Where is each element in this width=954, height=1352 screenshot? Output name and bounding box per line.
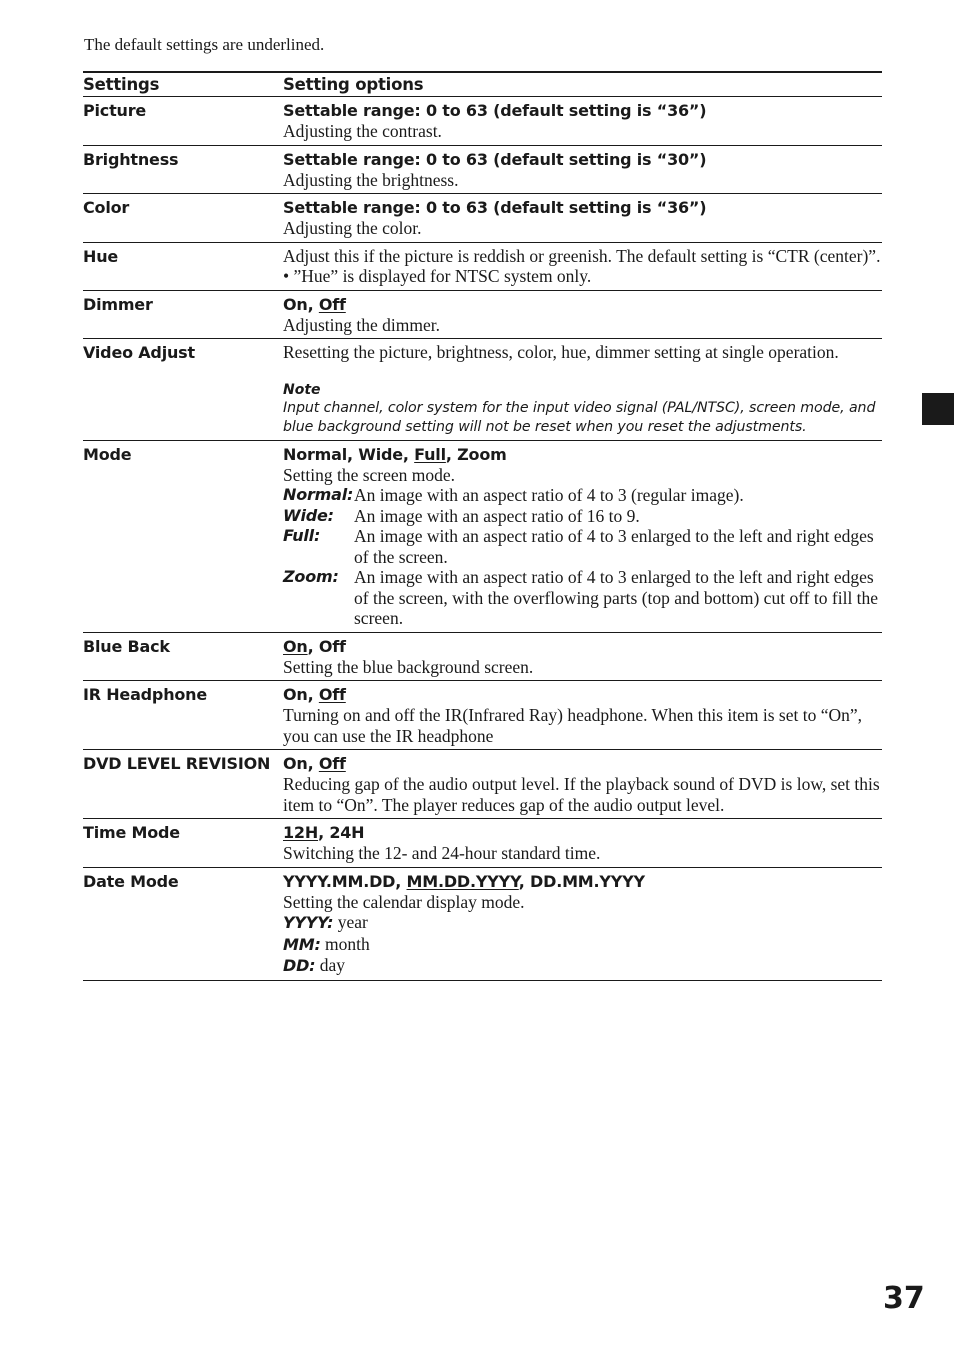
table-row-picture [83,97,882,146]
option-mmddyyyy-default: MM.DD.YYYY [406,871,519,891]
table-row-time-mode [83,819,882,868]
table-row-hue [83,243,882,291]
setting-name: Hue [83,246,119,266]
mode-definition: An image with an aspect ratio of 16 to 9. [354,505,640,526]
date-item: YYYY: year [283,912,368,932]
setting-desc: Adjusting the brightness. [283,169,459,190]
option-24h: 24H [329,823,365,842]
setting-range: Settable range: 0 to 63 (default setting is “30”) [283,149,707,169]
setting-name: Date Mode [83,871,179,891]
setting-name: Color [83,198,130,217]
option-off-default: Off [318,294,346,314]
setting-range: Settable range: 0 to 63 (default setting is “36”) [283,198,707,217]
setting-desc: Adjusting the dimmer. [283,314,441,335]
mode-definition: An image with an aspect ratio of 4 to 3 enlarged to the left and right edges of the screen, with the overflowing parts (top and bottom) cut off to fill the screen. [354,567,879,628]
mode-term: Normal: [283,485,354,504]
option-ddmmyyyy: DD.MM.YYYY [530,871,645,891]
option-yyyymmdd: YYYY.MM.DD [283,871,396,891]
table-row-dvd-level-revision [83,750,882,819]
table-row-mode [83,441,882,633]
setting-name: Blue Back [83,636,170,656]
table-row-video-adjust [83,339,882,441]
setting-name: Picture [83,101,147,120]
table-header [83,73,882,97]
option-off: Off [318,636,346,656]
date-item: DD: day [283,955,346,975]
table-row-color [83,194,882,243]
header-options: Setting options [283,75,424,94]
note-text: Input channel, color system for the input video signal (PAL/NTSC), screen mode, and blue background setting will not be reset when you reset the adjustments. [283,399,876,435]
table-row-brightness [83,146,882,195]
setting-name: Dimmer [83,294,153,314]
option-on-default: On [283,636,308,656]
setting-options: Normal, Wide, Full, Zoom [283,444,507,464]
setting-desc: Setting the blue background screen. [283,656,534,677]
intro-text: The default settings are underlined. [84,35,325,54]
setting-desc: Setting the screen mode. [283,464,456,485]
option-off-default: Off [318,754,346,773]
setting-name: IR Headphone [83,685,208,704]
setting-options: On, Off [283,754,346,773]
setting-name: Mode [83,444,132,464]
mode-definition: An image with an aspect ratio of 4 to 3 (regular image). [354,485,744,505]
option-full-default: Full [414,444,446,464]
setting-options: On, Off [283,685,346,704]
setting-desc: Adjusting the contrast. [283,121,442,141]
setting-desc: Resetting the picture, brightness, color, hue, dimmer setting at single operation. [283,342,839,362]
option-on: On [283,754,308,773]
header-settings: Settings [83,75,160,94]
date-item: MM: month [283,933,370,954]
setting-options: YYYY.MM.DD, MM.DD.YYYY, DD.MM.YYYY [283,871,645,891]
setting-desc: Switching the 12- and 24-hour standard time. [283,843,601,863]
table-row-ir-headphone [83,681,882,750]
setting-options: On, Off [283,294,346,314]
mode-term: Wide: [283,505,334,525]
mode-definition: An image with an aspect ratio of 4 to 3 enlarged to the left and right edges of the screen. [354,526,874,567]
setting-name: Time Mode [83,823,180,842]
table-row-blue-back [83,633,882,682]
settings-table [83,71,882,981]
section-tab-marker [922,393,954,425]
setting-desc: Adjusting the color. [283,218,422,238]
option-on: On [283,685,308,704]
setting-desc: Setting the calendar display mode. [283,891,525,912]
setting-options: On, Off [283,636,346,656]
table-row-dimmer [83,291,882,340]
setting-range: Settable range: 0 to 63 (default setting is “36”) [283,101,707,120]
setting-name: DVD LEVEL REVISION [83,754,271,773]
page-number: 37 [883,1281,925,1316]
setting-name: Video Adjust [83,343,195,362]
setting-options: 12H, 24H [283,823,365,842]
note-heading: Note [283,381,321,398]
setting-desc: Reducing gap of the audio output level. If the playback sound of DVD is low, set this item to “On”. The player reduces gap of the audio output level. [283,774,880,815]
mode-term: Full: [283,526,321,545]
table-row-date-mode [83,868,882,981]
setting-desc: Adjust this if the picture is reddish or greenish. The default setting is “CTR (center)”. [283,245,881,266]
mode-term: Zoom: [283,567,339,586]
option-on: On [283,294,308,314]
option-off-default: Off [318,685,346,704]
mode-definitions [283,485,882,629]
option-12h-default: 12H [283,823,319,842]
setting-name: Brightness [83,149,179,169]
setting-desc: Turning on and off the IR(Infrared Ray) headphone. When this item is set to “On”, you can use the IR headphone [283,705,862,746]
setting-bullet: • ”Hue” is displayed for NTSC system only. [283,266,592,286]
